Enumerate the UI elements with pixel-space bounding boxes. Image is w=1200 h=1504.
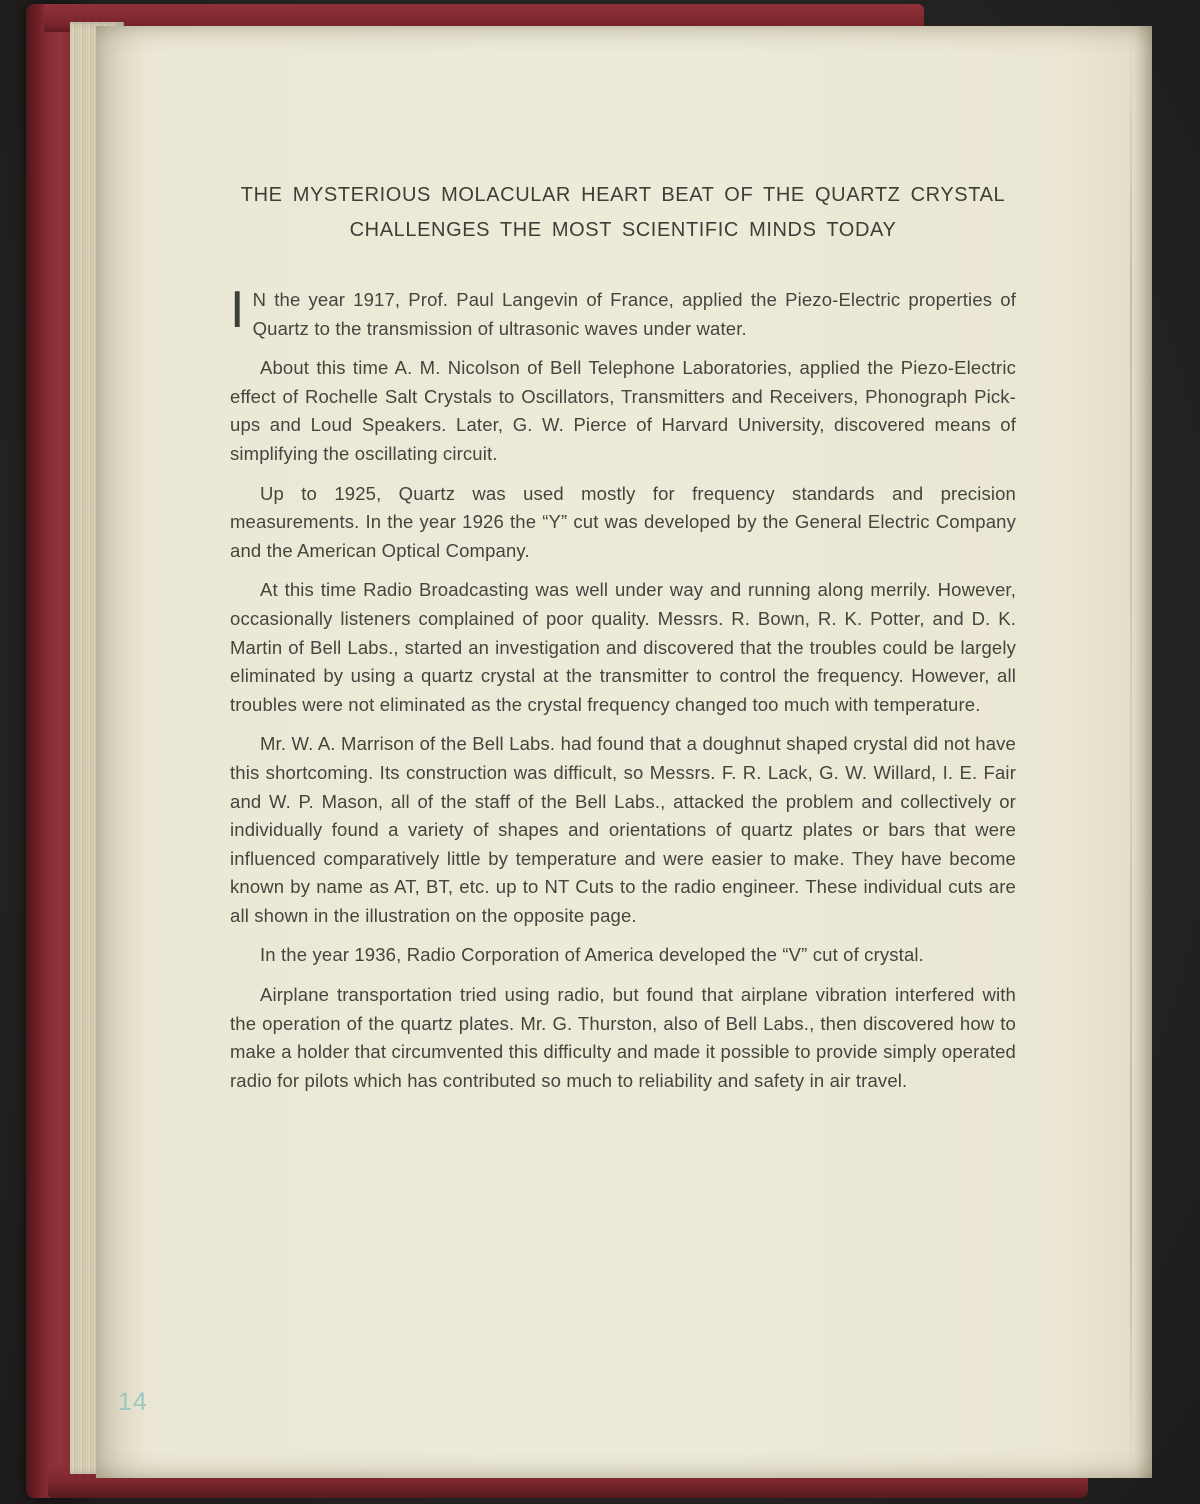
paragraph: Mr. W. A. Marrison of the Bell Labs. had found that a doughnut shaped crystal did not have this shortcoming. Its construction was difficult, so Messrs. F. R. Lack, G. W. Willard, I. E. Fair and W. P. Mason, all of the staff of the Bell Labs., attacked the problem and collectively or individually found a variety of shapes and orientations of quartz plates or bars that were influenced comparatively little by temperature and were easier to make. They have become known by name as AT, BT, etc. up to NT Cuts to the radio engineer. These individual cuts are all shown in the illustration on the opposite page. [230, 733, 1016, 926]
drop-cap: I [230, 281, 245, 339]
page-title [230, 178, 1016, 248]
fore-edge-shadow [1134, 26, 1152, 1478]
page-number: 14 [118, 1388, 148, 1416]
paragraph: Airplane transportation tried using radio, but found that airplane vibration interfered with the operation of the quartz plates. Mr. G. Thurston, also of Bell Labs., then discovered how to make a holder that circumvented this difficulty and made it possible to provide simply operated radio for pilots which has contributed so much to reliability and safety in air travel. [230, 984, 1016, 1091]
opening-paragraph [230, 281, 1016, 343]
page-crease-line [1130, 26, 1132, 1478]
body-paragraphs [230, 354, 1016, 1095]
paragraph: Up to 1925, Quartz was used mostly for frequency standards and precision measurements. In the year 1926 the “Y” cut was developed by the General Electric Company and the American Optical Company. [230, 482, 1016, 561]
book-page [96, 26, 1152, 1478]
paragraph: About this time A. M. Nicolson of Bell Telephone Laboratories, applied the Piezo-Electric effect of Rochelle Salt Crystals to Oscillators, Transmitters and Receivers, Phonograph Pick-ups and Loud Speakers. Later, G. W. Pierce of Harvard University, discovered means of simplifying the oscillating circuit. [230, 357, 1016, 464]
opening-paragraph-text: N the year 1917, Prof. Paul Langevin of France, applied the Piezo-Electric properties of Quartz to the transmission of ultrasonic waves under water. [252, 289, 1016, 339]
paragraph: At this time Radio Broadcasting was well under way and running along merrily. However, occasionally listeners complained of poor quality. Messrs. R. Bown, R. K. Potter, and D. K. Martin of Bell Labs., started an investigation and discovered that the troubles could be largely eliminated by using a quartz crystal at the transmitter to control the frequency. However, all troubles were not eliminated as the crystal frequency changed too much with temperature. [230, 579, 1016, 715]
title-line-1: THE MYSTERIOUS MOLACULAR HEART BEAT OF THE QUARTZ CRYSTAL [240, 184, 1006, 206]
title-line-2: CHALLENGES THE MOST SCIENTIFIC MINDS TODAY [349, 219, 897, 241]
page-content [230, 178, 1016, 1106]
paragraph: In the year 1936, Radio Corporation of America developed the “V” cut of crystal. [260, 944, 924, 966]
